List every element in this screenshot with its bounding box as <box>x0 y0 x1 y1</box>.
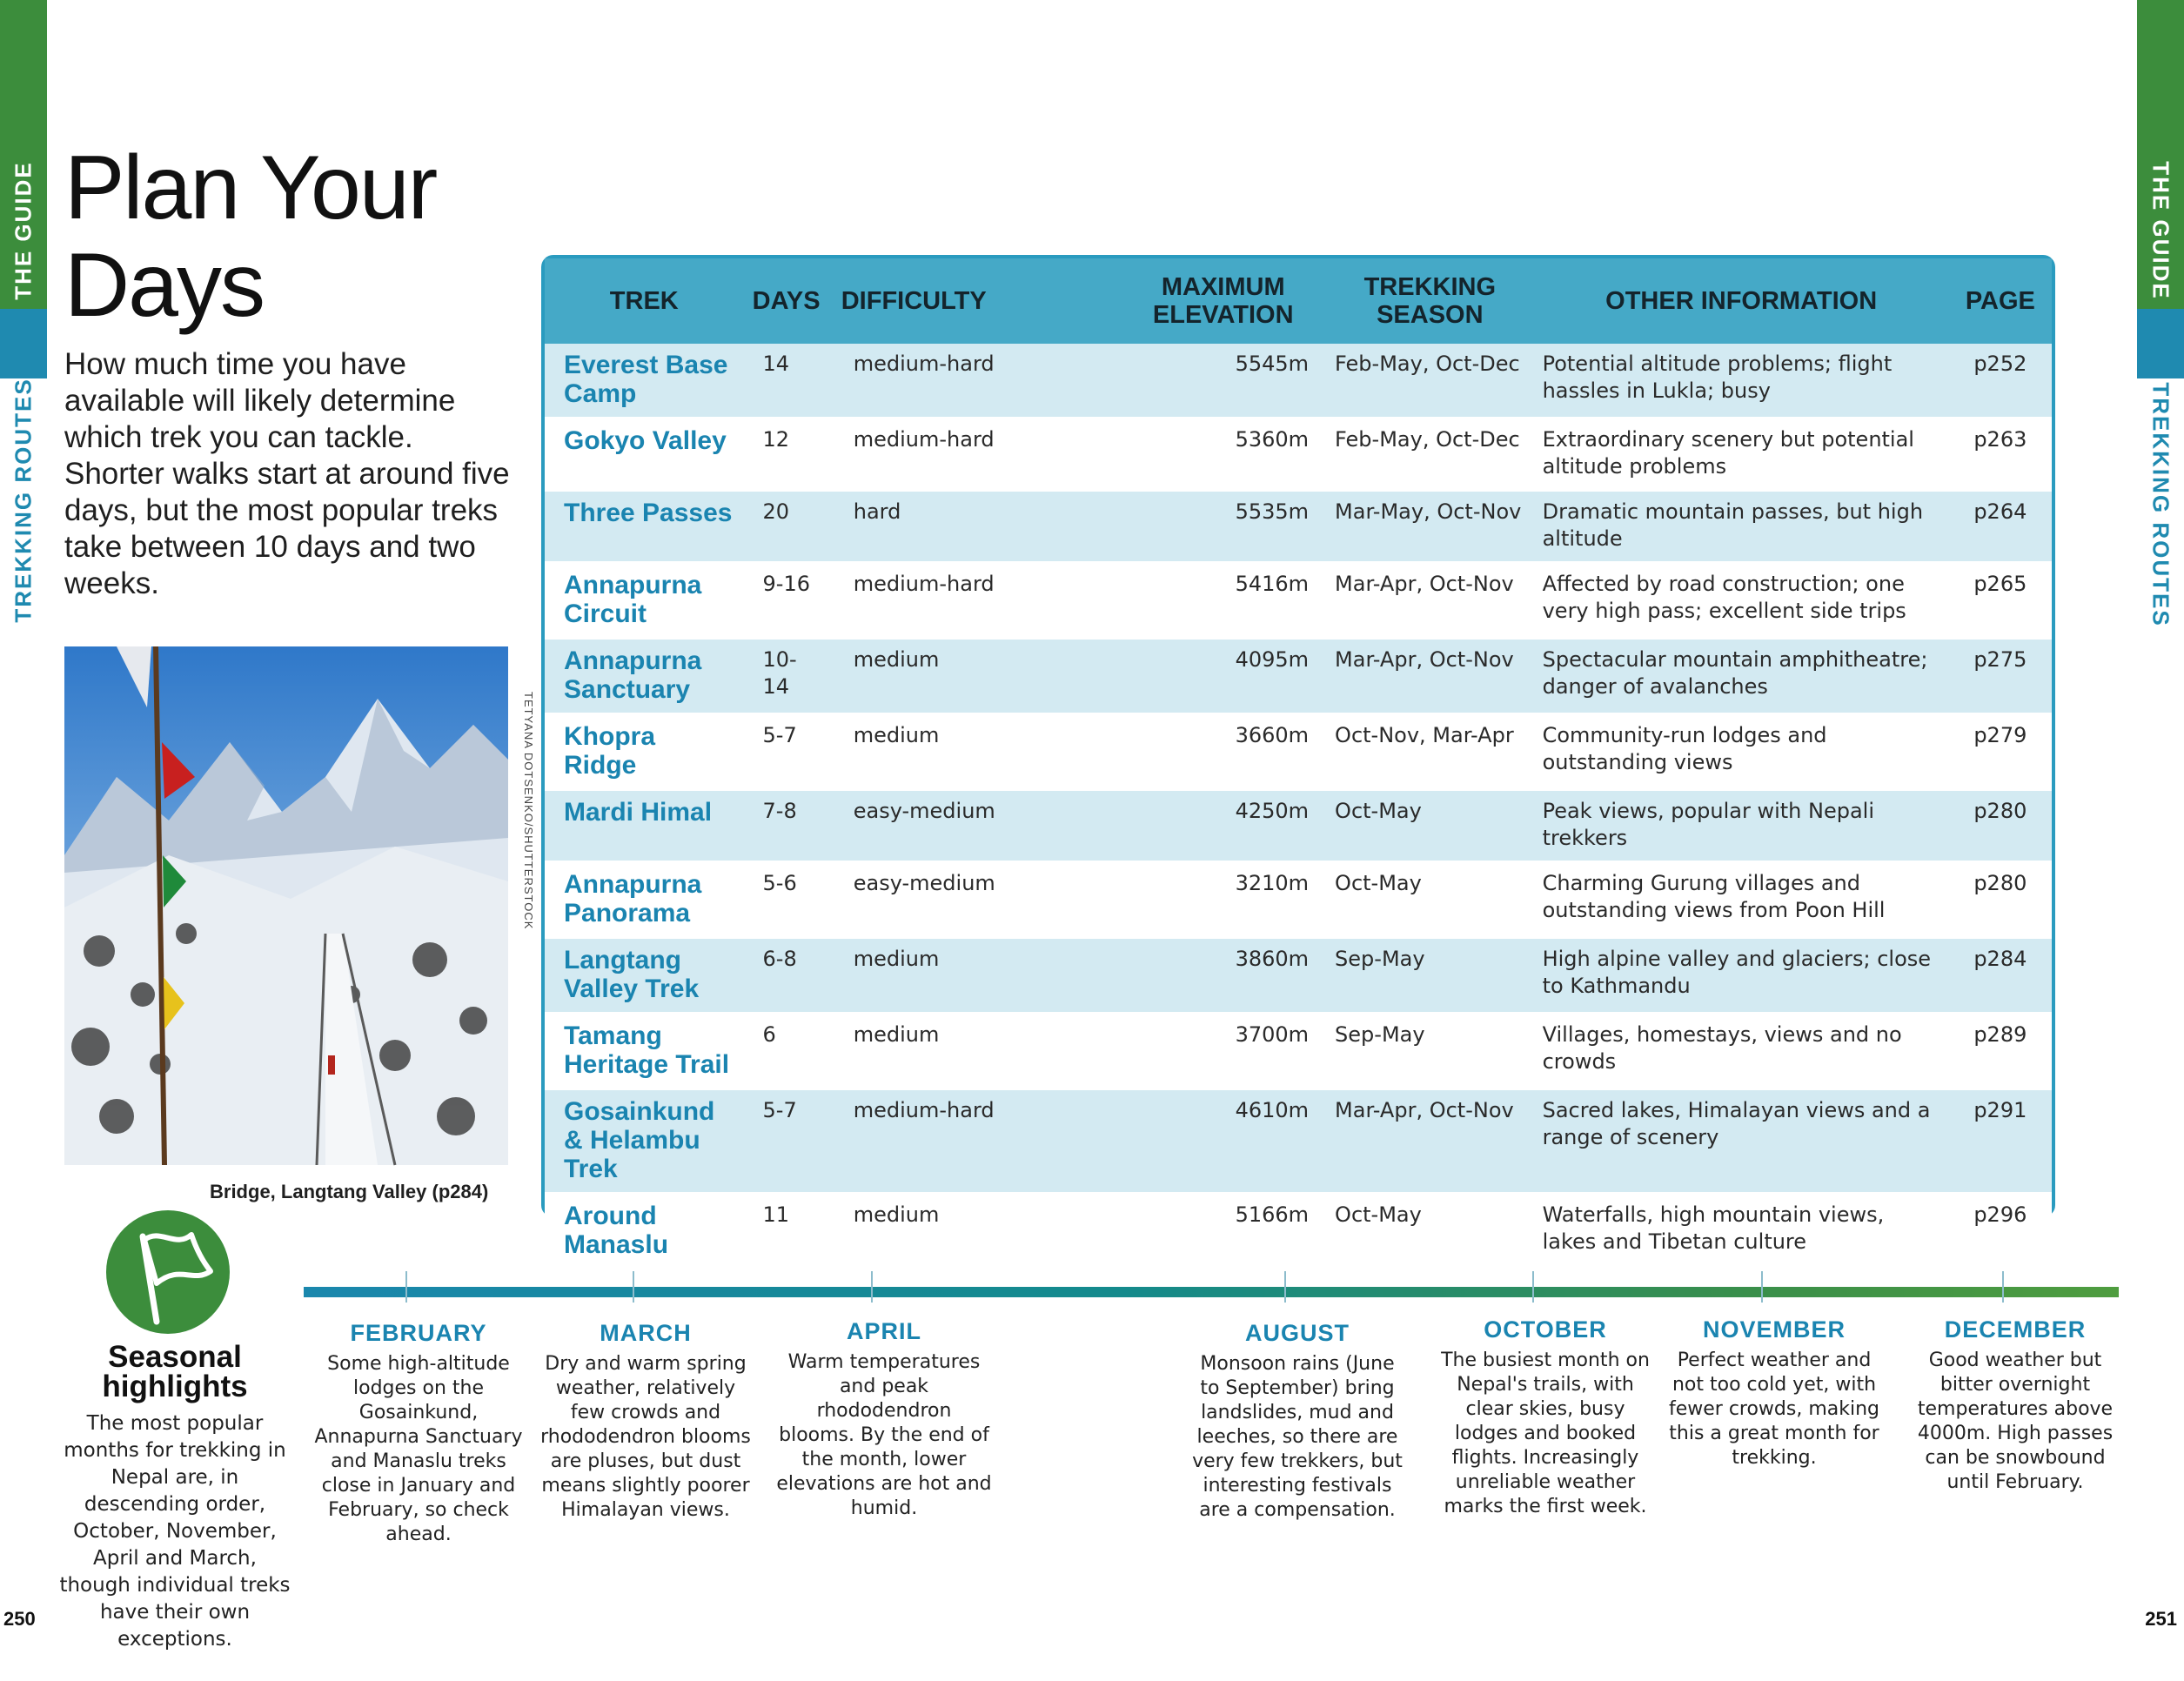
cell-page: p296 <box>1949 1194 2052 1269</box>
col-header-other-info: OTHER INFORMATION <box>1534 258 1949 344</box>
cell-other-info: Affected by road construction; one very high pass; excellent side trips <box>1534 563 1949 639</box>
cell-days: 6 <box>744 1014 829 1089</box>
table-body <box>545 344 2052 1269</box>
timeline-tick <box>405 1271 407 1303</box>
cell-max-elevation: 5545m <box>1090 344 1326 419</box>
month-entry <box>538 1320 754 1523</box>
timeline-tick <box>633 1271 634 1303</box>
cell-page: p263 <box>1949 419 2052 491</box>
cell-max-elevation: 5535m <box>1090 491 1326 563</box>
month-name: DECEMBER <box>1944 1316 2087 1343</box>
left-tab-section-label: TREKKING ROUTES <box>10 378 37 623</box>
cell-difficulty: medium-hard <box>829 419 1091 491</box>
cell-season: Oct-May <box>1326 1194 1534 1269</box>
month-timeline <box>304 1287 2119 1297</box>
right-tab-guide-label: THE GUIDE <box>2147 161 2174 300</box>
cell-page: p280 <box>1949 862 2052 938</box>
cell-difficulty: medium <box>829 938 1091 1014</box>
cell-trek-name: Around Manaslu <box>545 1194 744 1269</box>
cell-season: Oct-May <box>1326 790 1534 862</box>
cell-days: 14 <box>744 344 829 419</box>
cell-difficulty: medium-hard <box>829 344 1091 419</box>
cell-difficulty: medium <box>829 1194 1091 1269</box>
cell-other-info: Villages, homestays, views and no crowds <box>1534 1014 1949 1089</box>
cell-days: 5-7 <box>744 1089 829 1194</box>
table-row <box>545 491 2052 563</box>
timeline-tick <box>1284 1271 1286 1303</box>
table-row <box>545 714 2052 790</box>
month-entry <box>1666 1316 1882 1470</box>
cell-other-info: High alpine valley and glaciers; close to Kathmandu <box>1534 938 1949 1014</box>
cell-other-info: Peak views, popular with Nepali trekkers <box>1534 790 1949 862</box>
month-description: Some high-altitude lodges on the Gosainkund, Annapurna Sanctuary and Manaslu treks close in January and February, so check ahead. <box>314 1353 523 1545</box>
cell-other-info: Extraordinary scenery but potential altitude problems <box>1534 419 1949 491</box>
month-description: The busiest month on Nepal's trails, with clear skies, busy lodges and booked flights. Increasingly unreliable weather marks the first week. <box>1441 1349 1650 1517</box>
left-section-tab <box>0 0 47 623</box>
table-row <box>545 344 2052 419</box>
month-name: FEBRUARY <box>350 1320 487 1346</box>
month-entry <box>776 1318 992 1521</box>
month-description: Monsoon rains (June to September) bring landslides, mud and leeches, so there are very few trekkers, but interesting festivals are a compensation. <box>1192 1353 1403 1521</box>
table-header-row <box>545 258 2052 344</box>
cell-season: Oct-Nov, Mar-Apr <box>1326 714 1534 790</box>
cell-trek-name: Langtang Valley Trek <box>545 938 744 1014</box>
page-title-line-1: Plan Your <box>64 137 437 238</box>
cell-page: p264 <box>1949 491 2052 563</box>
col-header-trek: TREK <box>545 258 744 344</box>
cell-season: Feb-May, Oct-Dec <box>1326 419 1534 491</box>
cell-days: 12 <box>744 419 829 491</box>
cell-max-elevation: 4250m <box>1090 790 1326 862</box>
cell-trek-name: Tamang Heritage Trail <box>545 1014 744 1089</box>
cell-trek-name: Everest Base Camp <box>545 344 744 419</box>
page-number-right: 251 <box>2145 1608 2177 1630</box>
cell-season: Feb-May, Oct-Dec <box>1326 344 1534 419</box>
page-number-left: 250 <box>3 1608 36 1630</box>
flag-badge <box>106 1210 230 1334</box>
col-header-page: PAGE <box>1949 258 2052 344</box>
cell-other-info: Charming Gurung villages and outstanding views from Poon Hill <box>1534 862 1949 938</box>
cell-difficulty: medium <box>829 1014 1091 1089</box>
col-header-difficulty: DIFFICULTY <box>829 258 1091 344</box>
month-description: Warm temperatures and peak rhododendron blooms. By the end of the month, lower elevations are hot and humid. <box>776 1351 992 1519</box>
cell-other-info: Community-run lodges and outstanding views <box>1534 714 1949 790</box>
month-name: OCTOBER <box>1484 1316 1607 1343</box>
seasonal-title: Seasonal highlights <box>102 1340 248 1403</box>
cell-page: p265 <box>1949 563 2052 639</box>
month-description: Good weather but bitter overnight temperatures above 4000m. High passes can be snowbound until February. <box>1917 1349 2114 1493</box>
cell-season: Sep-May <box>1326 1014 1534 1089</box>
cell-difficulty: medium-hard <box>829 563 1091 639</box>
right-section-tab <box>2137 0 2184 627</box>
cell-season: Sep-May <box>1326 938 1534 1014</box>
page-title-line-2: Days <box>64 235 264 336</box>
table-row <box>545 639 2052 714</box>
month-name: AUGUST <box>1245 1320 1350 1346</box>
cell-difficulty: easy-medium <box>829 790 1091 862</box>
month-description: Perfect weather and not too cold yet, with fewer crowds, making this a great month for trekking. <box>1668 1349 1880 1469</box>
timeline-tick <box>1761 1271 1763 1303</box>
cell-page: p279 <box>1949 714 2052 790</box>
table-row <box>545 790 2052 862</box>
cell-trek-name: Gokyo Valley <box>545 419 744 491</box>
table-row <box>545 938 2052 1014</box>
cell-other-info: Spectacular mountain amphitheatre; danger of avalanches <box>1534 639 1949 714</box>
col-header-max-elevation: MAXIMUM ELEVATION <box>1090 258 1326 344</box>
cell-max-elevation: 4610m <box>1090 1089 1326 1194</box>
cell-max-elevation: 3210m <box>1090 862 1326 938</box>
cell-max-elevation: 3660m <box>1090 714 1326 790</box>
cell-page: p284 <box>1949 938 2052 1014</box>
left-tab-guide-label: THE GUIDE <box>10 161 37 300</box>
cell-season: Mar-Apr, Oct-Nov <box>1326 563 1534 639</box>
cell-trek-name: Annapurna Panorama <box>545 862 744 938</box>
timeline-tick <box>871 1271 873 1303</box>
cell-page: p280 <box>1949 790 2052 862</box>
cell-days: 5-7 <box>744 714 829 790</box>
cell-trek-name: Annapurna Circuit <box>545 563 744 639</box>
month-entry <box>1189 1320 1405 1523</box>
cell-other-info: Dramatic mountain passes, but high altitude <box>1534 491 1949 563</box>
cell-page: p289 <box>1949 1014 2052 1089</box>
cell-page: p291 <box>1949 1089 2052 1194</box>
month-name: MARCH <box>600 1320 692 1346</box>
cell-page: p252 <box>1949 344 2052 419</box>
table-row <box>545 1089 2052 1194</box>
cell-max-elevation: 5416m <box>1090 563 1326 639</box>
month-entry <box>1907 1316 2123 1495</box>
cell-other-info: Potential altitude problems; flight hassles in Lukla; busy <box>1534 344 1949 419</box>
cell-season: Mar-Apr, Oct-Nov <box>1326 639 1534 714</box>
cell-season: Mar-May, Oct-Nov <box>1326 491 1534 563</box>
cell-max-elevation: 3860m <box>1090 938 1326 1014</box>
page-title <box>64 139 436 334</box>
cell-difficulty: hard <box>829 491 1091 563</box>
table-row <box>545 1014 2052 1089</box>
cell-days: 9-16 <box>744 563 829 639</box>
cell-season: Mar-Apr, Oct-Nov <box>1326 1089 1534 1194</box>
timeline-tick <box>2002 1271 2004 1303</box>
photo-caption: Bridge, Langtang Valley (p284) <box>210 1181 489 1202</box>
photo-credit: TETYANA DOTSENKO/SHUTTERSTOCK <box>522 692 535 930</box>
cell-difficulty: medium <box>829 714 1091 790</box>
cell-season: Oct-May <box>1326 862 1534 938</box>
cell-days: 7-8 <box>744 790 829 862</box>
cell-difficulty: medium <box>829 639 1091 714</box>
cell-days: 11 <box>744 1194 829 1269</box>
cell-max-elevation: 4095m <box>1090 639 1326 714</box>
col-header-trekking-season: TREKKING SEASON <box>1326 258 1534 344</box>
cell-days: 6-8 <box>744 938 829 1014</box>
cell-page: p275 <box>1949 639 2052 714</box>
cell-other-info: Sacred lakes, Himalayan views and a range of scenery <box>1534 1089 1949 1194</box>
cell-days: 5-6 <box>744 862 829 938</box>
intro-paragraph: How much time you have available will likely determine which trek you can tackle. Shorter walks start at around five days, but the most popular treks take between 10 days and two weeks. <box>64 347 510 600</box>
right-tab-section-label: TREKKING ROUTES <box>2147 382 2174 627</box>
cell-trek-name: Khopra Ridge <box>545 714 744 790</box>
table-row <box>545 862 2052 938</box>
cell-other-info: Waterfalls, high mountain views, lakes and Tibetan culture <box>1534 1194 1949 1269</box>
month-description: Dry and warm spring weather, relatively few crowds and rhododendron blooms are pluses, but dust means slightly poorer Himalayan views. <box>540 1353 751 1521</box>
month-entry <box>1437 1316 1653 1519</box>
flag-icon <box>106 1210 230 1334</box>
photo-langtang-bridge <box>64 646 508 1165</box>
mountain-bridge-illustration <box>64 646 508 1165</box>
cell-trek-name: Three Passes <box>545 491 744 563</box>
cell-max-elevation: 5360m <box>1090 419 1326 491</box>
cell-trek-name: Annapurna Sanctuary <box>545 639 744 714</box>
cell-max-elevation: 5166m <box>1090 1194 1326 1269</box>
cell-difficulty: easy-medium <box>829 862 1091 938</box>
cell-days: 10-14 <box>744 639 829 714</box>
table-row <box>545 419 2052 491</box>
table-row <box>545 563 2052 639</box>
cell-difficulty: medium-hard <box>829 1089 1091 1194</box>
table-row <box>545 1194 2052 1269</box>
month-entry <box>311 1320 526 1547</box>
month-name: APRIL <box>847 1318 921 1344</box>
seasonal-text: The most popular months for trekking in Nepal are, in descending order, October, November, April and March, though individual treks have their own exceptions. <box>59 1412 291 1651</box>
col-header-days: DAYS <box>744 258 829 344</box>
timeline-tick <box>1532 1271 1534 1303</box>
trek-comparison-table <box>541 255 2055 1259</box>
cell-trek-name: Mardi Himal <box>545 790 744 862</box>
cell-days: 20 <box>744 491 829 563</box>
month-name: NOVEMBER <box>1702 1316 1846 1343</box>
cell-trek-name: Gosainkund & Helambu Trek <box>545 1089 744 1194</box>
cell-max-elevation: 3700m <box>1090 1014 1326 1089</box>
